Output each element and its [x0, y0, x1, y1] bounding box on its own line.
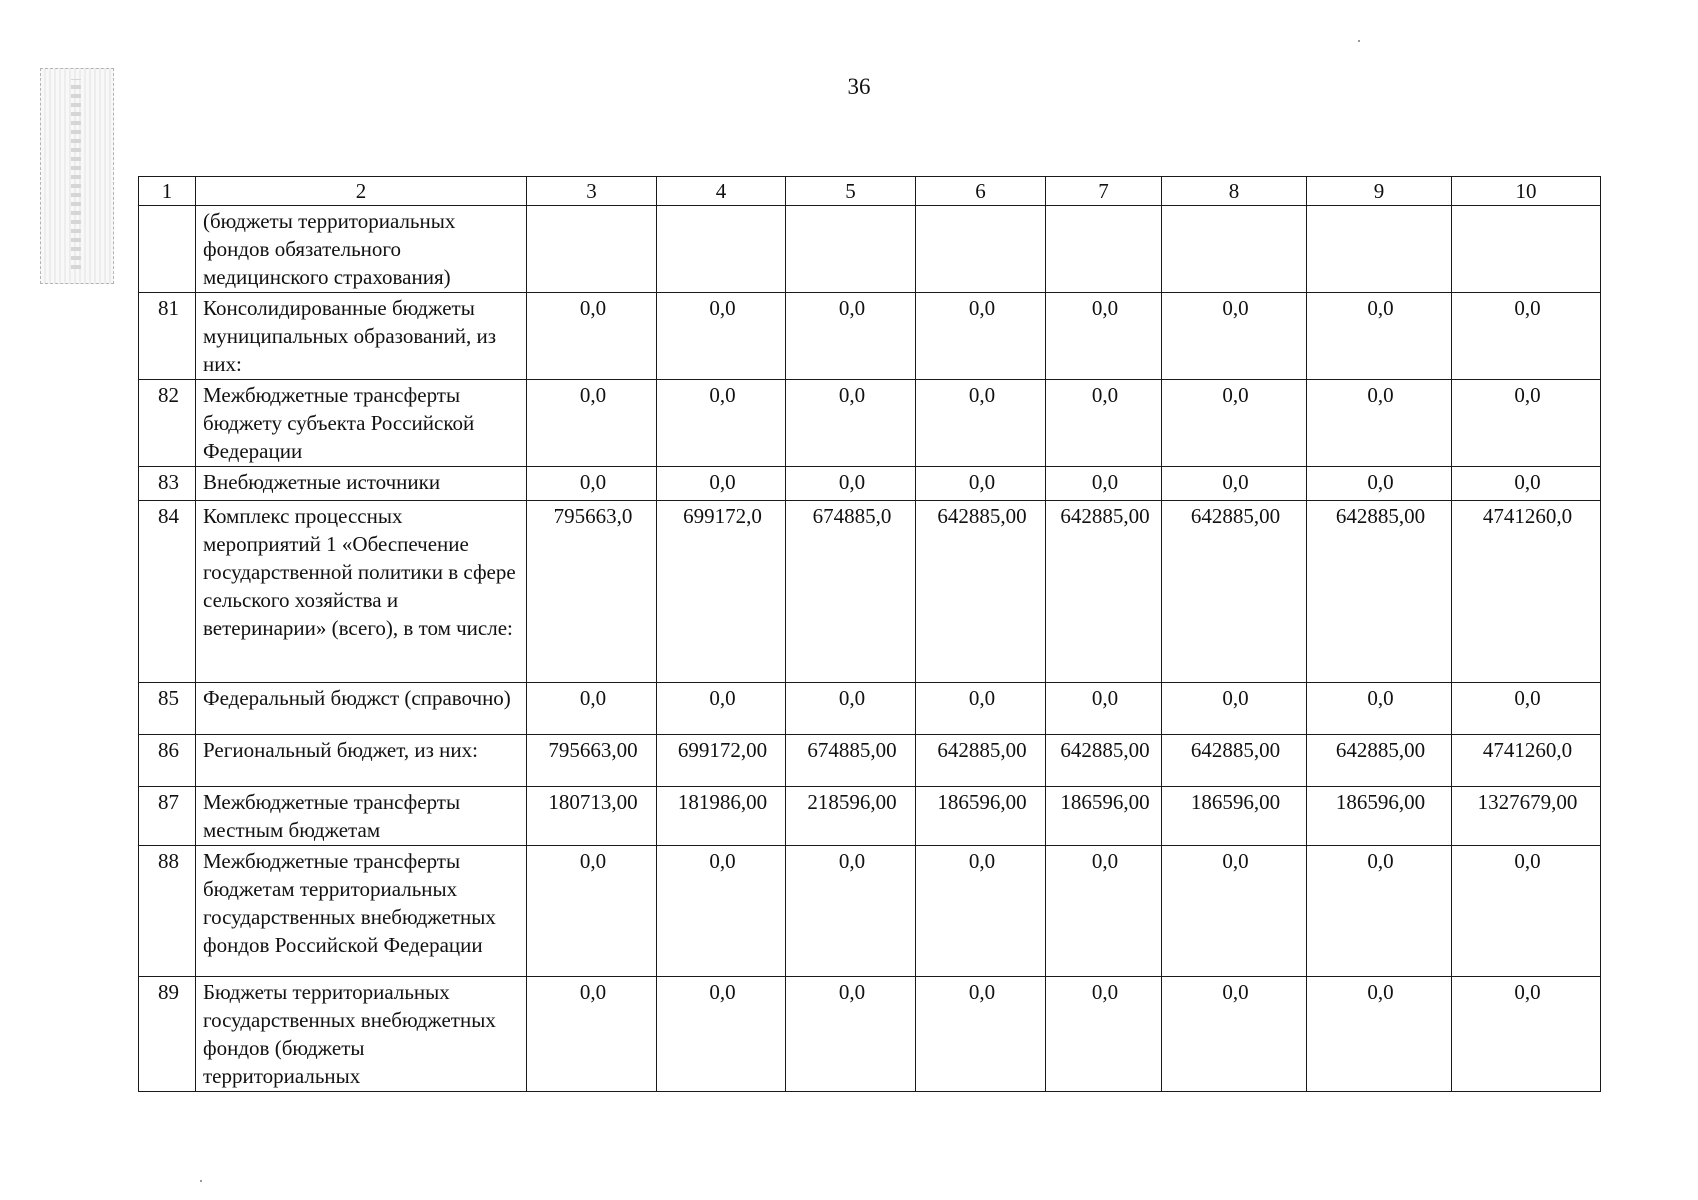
page-number: 36	[847, 74, 871, 99]
value-cell: 0,0	[527, 683, 657, 735]
column-header: 6	[916, 177, 1046, 206]
value-cell: 0,0	[916, 846, 1046, 977]
row-number: 88	[139, 846, 196, 977]
value-cell: 0,0	[786, 683, 916, 735]
table-row	[139, 380, 1601, 467]
column-header: 9	[1307, 177, 1452, 206]
value-cell: 186596,00	[1162, 787, 1307, 846]
value-cell: 0,0	[1452, 846, 1601, 977]
scan-speck	[200, 1180, 202, 1182]
value-cell: 0,0	[1046, 846, 1162, 977]
row-number: 83	[139, 467, 196, 501]
value-cell: 4741260,0	[1452, 501, 1601, 683]
value-cell: 0,0	[1307, 293, 1452, 380]
table-row	[139, 846, 1601, 977]
value-cell: 0,0	[1162, 977, 1307, 1092]
value-cell: 1327679,00	[1452, 787, 1601, 846]
table-row	[139, 683, 1601, 735]
value-cell	[1307, 206, 1452, 293]
scan-speck	[1358, 40, 1360, 42]
value-cell	[1046, 206, 1162, 293]
value-cell: 0,0	[786, 846, 916, 977]
value-cell: 0,0	[657, 293, 786, 380]
row-number: 82	[139, 380, 196, 467]
value-cell: 0,0	[1452, 683, 1601, 735]
budget-table	[138, 176, 1601, 1092]
value-cell: 186596,00	[1307, 787, 1452, 846]
header-row	[139, 177, 1601, 206]
column-header: 10	[1452, 177, 1601, 206]
value-cell: 0,0	[1046, 380, 1162, 467]
column-header: 3	[527, 177, 657, 206]
value-cell: 0,0	[1046, 293, 1162, 380]
value-cell: 186596,00	[1046, 787, 1162, 846]
column-header: 4	[657, 177, 786, 206]
value-cell: 0,0	[1307, 467, 1452, 501]
row-number: 84	[139, 501, 196, 683]
value-cell: 0,0	[657, 683, 786, 735]
value-cell: 642885,00	[1307, 735, 1452, 787]
value-cell: 0,0	[527, 977, 657, 1092]
value-cell: 0,0	[916, 293, 1046, 380]
column-header: 2	[196, 177, 527, 206]
value-cell: 0,0	[1162, 467, 1307, 501]
column-header: 7	[1046, 177, 1162, 206]
value-cell: 642885,00	[916, 735, 1046, 787]
value-cell	[916, 206, 1046, 293]
value-cell: 699172,0	[657, 501, 786, 683]
value-cell: 0,0	[1046, 467, 1162, 501]
value-cell: 0,0	[916, 467, 1046, 501]
value-cell: 0,0	[527, 293, 657, 380]
value-cell: 0,0	[786, 467, 916, 501]
value-cell: 0,0	[1162, 380, 1307, 467]
value-cell	[786, 206, 916, 293]
table-row	[139, 293, 1601, 380]
value-cell: 642885,00	[1046, 735, 1162, 787]
value-cell: 0,0	[1046, 683, 1162, 735]
value-cell: 0,0	[1307, 977, 1452, 1092]
column-header: 5	[786, 177, 916, 206]
value-cell: 0,0	[657, 467, 786, 501]
row-description: Федеральный бюджст (справочно)	[196, 683, 527, 735]
row-description: (бюджеты территориальных фондов обязательного медицинского страхования)	[196, 206, 527, 293]
value-cell: 699172,00	[657, 735, 786, 787]
column-header: 1	[139, 177, 196, 206]
value-cell: 795663,00	[527, 735, 657, 787]
value-cell: 674885,0	[786, 501, 916, 683]
table-row	[139, 787, 1601, 846]
row-number: 85	[139, 683, 196, 735]
value-cell: 642885,00	[1046, 501, 1162, 683]
value-cell: 0,0	[916, 380, 1046, 467]
value-cell	[1452, 206, 1601, 293]
value-cell: 0,0	[1162, 846, 1307, 977]
value-cell: 181986,00	[657, 787, 786, 846]
value-cell: 795663,0	[527, 501, 657, 683]
value-cell: 0,0	[916, 683, 1046, 735]
value-cell: 0,0	[1307, 380, 1452, 467]
row-number: 81	[139, 293, 196, 380]
row-number: 87	[139, 787, 196, 846]
row-description: Региональный бюджет, из них:	[196, 735, 527, 787]
value-cell	[1162, 206, 1307, 293]
value-cell: 642885,00	[1162, 501, 1307, 683]
table-row	[139, 735, 1601, 787]
value-cell: 0,0	[1307, 846, 1452, 977]
value-cell: 218596,00	[786, 787, 916, 846]
row-description: Межбюджетные трансферты бюджетам территориальных государственных внебюджетных фондов Российской Федерации	[196, 846, 527, 977]
value-cell	[527, 206, 657, 293]
value-cell: 642885,00	[1307, 501, 1452, 683]
value-cell: 0,0	[527, 467, 657, 501]
value-cell: 0,0	[657, 380, 786, 467]
column-header: 8	[1162, 177, 1307, 206]
value-cell: 0,0	[786, 977, 916, 1092]
value-cell: 0,0	[1452, 380, 1601, 467]
value-cell	[657, 206, 786, 293]
value-cell: 0,0	[1452, 293, 1601, 380]
value-cell: 0,0	[1452, 977, 1601, 1092]
value-cell: 180713,00	[527, 787, 657, 846]
row-description: Внебюджетные источники	[196, 467, 527, 501]
value-cell: 0,0	[916, 977, 1046, 1092]
value-cell: 642885,00	[916, 501, 1046, 683]
row-number: 86	[139, 735, 196, 787]
value-cell: 0,0	[1046, 977, 1162, 1092]
value-cell: 642885,00	[1162, 735, 1307, 787]
row-description: Межбюджетные трансферты бюджету субъекта Российской Федерации	[196, 380, 527, 467]
value-cell: 0,0	[657, 846, 786, 977]
value-cell: 186596,00	[916, 787, 1046, 846]
value-cell: 0,0	[786, 293, 916, 380]
value-cell: 4741260,0	[1452, 735, 1601, 787]
row-description: Межбюджетные трансферты местным бюджетам	[196, 787, 527, 846]
row-description: Комплекс процессных мероприятий 1 «Обеспечение государственной политики в сфере сельского хозяйства и ветеринарии» (всего), в том числе:	[196, 501, 527, 683]
value-cell: 0,0	[527, 380, 657, 467]
table-row	[139, 977, 1601, 1092]
table-row	[139, 467, 1601, 501]
value-cell: 0,0	[657, 977, 786, 1092]
value-cell: 0,0	[1162, 293, 1307, 380]
value-cell: 674885,00	[786, 735, 916, 787]
table-row	[139, 501, 1601, 683]
value-cell: 0,0	[527, 846, 657, 977]
row-description: Бюджеты территориальных государственных внебюджетных фондов (бюджеты территориальных	[196, 977, 527, 1092]
row-number: 89	[139, 977, 196, 1092]
row-number	[139, 206, 196, 293]
value-cell: 0,0	[1307, 683, 1452, 735]
value-cell: 0,0	[786, 380, 916, 467]
value-cell: 0,0	[1452, 467, 1601, 501]
row-description: Консолидированные бюджеты муниципальных образований, из них:	[196, 293, 527, 380]
table-row	[139, 206, 1601, 293]
side-stamp	[40, 68, 114, 284]
value-cell: 0,0	[1162, 683, 1307, 735]
